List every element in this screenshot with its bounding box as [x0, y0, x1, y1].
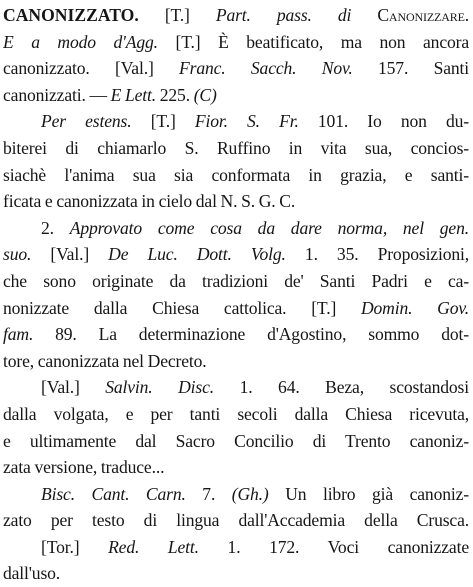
- line: [3, 162, 469, 189]
- italic-run: (Gh.): [231, 483, 269, 504]
- text-run: .: [464, 5, 469, 25]
- line: [3, 374, 469, 401]
- line: [3, 29, 469, 56]
- text-run: 225.: [156, 84, 194, 105]
- line: [3, 534, 469, 561]
- italic-run: E Lett.: [110, 84, 157, 105]
- line: [3, 2, 469, 29]
- italic-run: Salvin. Disc.: [105, 377, 215, 398]
- italic-run: Franc. Sacch. Nov.: [179, 58, 353, 79]
- text-run: 2.: [41, 217, 70, 238]
- text-run: 1. 172. Voci canonizzate: [198, 536, 469, 557]
- text-run: che sono originate da tradizioni de' Santi Padri e ca-: [3, 270, 469, 291]
- line: [3, 188, 469, 215]
- line: [3, 215, 469, 242]
- italic-run: Approvato come cosa da dare norma, nel gen.: [69, 217, 469, 238]
- text-run: Un libro già canoniz-: [268, 483, 469, 504]
- text-run: [T.] È beatificato, ma non ancora: [157, 31, 469, 52]
- text-run: zato per testo di lingua dall'Accademia della Crusca.: [3, 510, 469, 531]
- text-run: canonizzato. [Val.]: [3, 58, 180, 79]
- text-run: dalla volgata, e per tanti secoli dalla Chiesa ricevuta,: [3, 403, 469, 424]
- italic-run: E a modo d'Agg.: [3, 31, 158, 52]
- italic-run: De Luc. Dott. Volg.: [108, 244, 286, 265]
- text-run: 1. 35. Proposizioni,: [285, 244, 469, 265]
- headword: CANONIZZATO.: [3, 5, 139, 25]
- text-run: [Val.]: [31, 244, 109, 265]
- italic-run: Part. pass. di: [215, 5, 378, 25]
- line: [3, 454, 469, 481]
- italic-run: (C): [193, 84, 217, 105]
- italic-run: fam.: [3, 324, 34, 345]
- text-run: [Val.]: [41, 377, 106, 398]
- text-run: zata versione, traduce...: [3, 457, 165, 478]
- text-run: ficata e canonizzata in cielo dal N. S. G. C.: [3, 191, 296, 212]
- line: [3, 295, 469, 322]
- text-run: 89. La determinazione d'Agostino, sommo dot-: [33, 324, 469, 345]
- text-run: 157. Santi: [352, 58, 469, 79]
- line: [3, 55, 469, 82]
- line: [3, 82, 469, 109]
- text-run: 7.: [185, 483, 232, 504]
- line: [3, 241, 469, 268]
- text-run: tore, canonizzata nel Decreto.: [3, 350, 207, 371]
- line: [3, 348, 469, 375]
- text-run: biterei di chiamarlo S. Ruffino in vita sua, concios-: [3, 137, 469, 158]
- line: [3, 560, 469, 587]
- text-run: [T.]: [131, 111, 195, 132]
- text-run: 101. Io non du-: [298, 111, 469, 132]
- text-run: 1. 64. Beza, scostandosi: [214, 377, 469, 398]
- text-run: canonizzati. —: [3, 84, 111, 105]
- smallcaps-run: Canonizzare: [377, 5, 465, 25]
- text-run: siachè l'anima sua sia conformata in grazia, e santi-: [3, 164, 469, 185]
- text-run: nonizzate dalla Chiesa cattolica. [T.]: [3, 297, 361, 318]
- text-run: e ultimamente dal Sacro Concilio di Trento canoniz-: [3, 430, 469, 451]
- line: [3, 428, 469, 455]
- line: [3, 268, 469, 295]
- italic-run: Red. Lett.: [108, 536, 199, 557]
- italic-run: Fior. S. Fr.: [194, 111, 299, 132]
- line: [3, 108, 469, 135]
- text-run: [Tor.]: [41, 536, 109, 557]
- line: [3, 507, 469, 534]
- italic-run: Per estens.: [41, 111, 132, 132]
- line: [3, 401, 469, 428]
- text-run: [T.]: [164, 5, 216, 25]
- italic-run: Domin. Gov.: [360, 297, 469, 318]
- text-run: dall'uso.: [3, 563, 61, 584]
- italic-run: suo.: [3, 244, 32, 265]
- line: [3, 481, 469, 508]
- line: [3, 321, 469, 348]
- italic-run: Bisc. Cant. Carn.: [41, 483, 186, 504]
- line: [3, 135, 469, 162]
